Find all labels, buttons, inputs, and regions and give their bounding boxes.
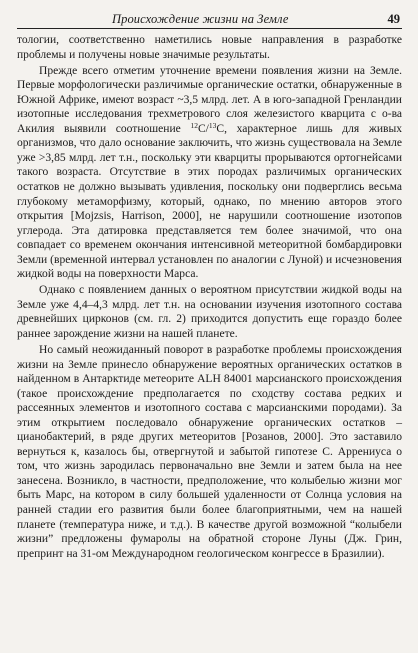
isotope-mass-superscript: 12 xyxy=(190,120,198,130)
running-header xyxy=(17,8,402,29)
paragraph-text-part: , характерное лишь для живых организмов, что дало основание заключить, что жизнь существовала на Земле уже >3,85 млрд. лет т.н., поскольку эти кварциты прорываются ортогнейсами такого возраста. Отсутствие в этих породах различимых органических остатков не должно вызывать удивления, поскольку они подверглись весьма глубокому метаморфизму, который, однако, по мнению авторов этого открытия [Mojzsis, Harrison, 2000], не нарушили соотношение изотопов углерода. Эта датировка представляется тем более значимой, что она совпадает со временем окончания интенсивной метеоритной бомбардировки Земли (временной интервал установлен по аналогии с Луной) и исчезновения жидкой воды на поверхности Марса. xyxy=(17,122,402,281)
paragraph-life-dating xyxy=(17,64,402,282)
running-title: Происхождение жизни на Земле xyxy=(111,12,289,26)
page-number: 49 xyxy=(387,12,400,26)
isotope-mass-superscript: 13 xyxy=(208,120,217,130)
isotope-symbol: C xyxy=(216,122,225,135)
paragraph-meteorite: Но самый неожиданный поворот в разработке проблемы происхождения жизни на Земле принесло обнаружение вероятных органических остатков в найденном в Антарктиде метеорите ALH 84001 марсианского происхождения (такое происхождение предполагается по сходству состава редких и рассеянных элементов и изотопного состава с марсианскими породами). За этим открытием последовало обнаружение органических остатков – цианобактерий, в ряде других метеоритов [Розанов, 2000]. Это заставило вернуться к, казалось бы, отвергнутой и забытой гипотезе С. Аррениуса о том, что жизнь зародилась первоначально вне Земли и затем была на нее занесена. Возникло, в частности, предположение, что колыбелью жизни мог быть Марс, на котором в силу большей удаленности от Солнца условия на ранней стадии его развития были более благоприятными, чем на нашей планете (температура ниже, и т.д.). В качестве другой возможной “колыбели жизни” предложены фумаролы на обратной стороне Луны (Дж. Грин, препринт на 31-ом Международном геологическом конгрессе в Бразилии). xyxy=(17,343,402,560)
paragraph-zircons: Однако с появлением данных о вероятном присутствии жидкой воды на Земле уже 4,4–4,3 млрд. лет т.н. на основании изучения изотопного состава древнейших цирконов (см. гл. 2) приходится допустить еще гораздо более раннее зарождение жизни на нашей планете. xyxy=(17,284,402,340)
body-text xyxy=(17,33,402,561)
paragraph-text-part: Прежде всего отметим уточнение времени появления жизни на Земле. Первые морфологически различимые органические остатки, обнаруженные в Южной Африке, имеют возраст ~3,5 млрд. лет. А в юго-западной Гренландии изотопные исследования трехметрового слоя железистого кварцита с о-ва Акилия выявили соотношение xyxy=(17,64,402,135)
isotope-symbol: C/ xyxy=(197,122,209,135)
paragraph-continuation: тологии, соответственно наметились новые направления в разработке проблемы и получены новые значимые результаты. xyxy=(17,34,402,61)
